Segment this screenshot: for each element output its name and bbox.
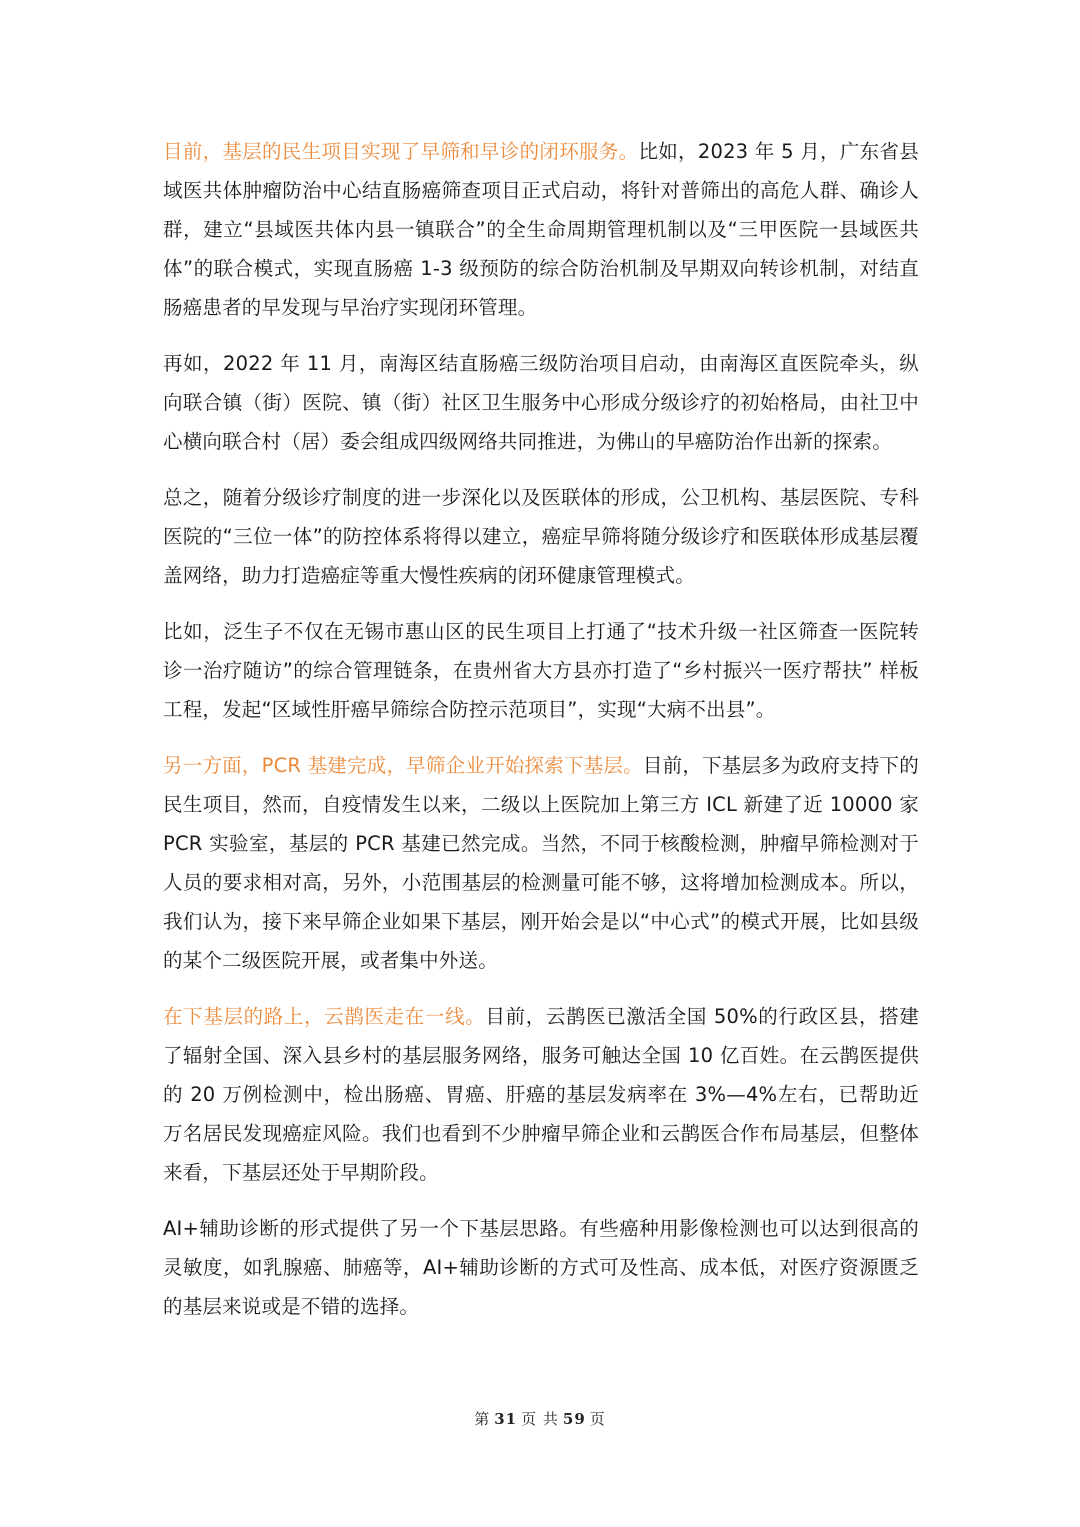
paragraph-rural-screening [163,132,919,327]
footer-prefix: 第 [474,1410,491,1428]
paragraph-text: 比如，泛生子不仅在无锡市惠山区的民生项目上打通了“技术升级一社区筛查一医院转诊一治疗随访”的综合管理链条，在贵州省大方县亦打造了“乡村振兴一医疗帮扶” 样板工程，发起“区域性肝癌早筛综合防控示范项目”，实现“大病不出县”。 [163,620,919,721]
highlight-lead: 另一方面，PCR 基建完成，早筛企业开始探索下基层。 [163,754,643,777]
page-footer [0,1408,1080,1429]
paragraph-text: 总之，随着分级诊疗制度的进一步深化以及医联体的形成，公卫机构、基层医院、专科医院的“三位一体”的防控体系将得以建立，癌症早筛将随分级诊疗和医联体形成基层覆盖网络，助力打造癌症等重大慢性疾病的闭环健康管理模式。 [163,486,919,587]
footer-suffix: 页 [589,1410,606,1428]
paragraph-text: 再如，2022 年 11 月，南海区结直肠癌三级防治项目启动，由南海区直医院牵头，纵向联合镇（街）医院、镇（街）社区卫生服务中心形成分级诊疗的初始格局，由社卫中心横向联合村（居）委会组成四级网络共同推进，为佛山的早癌防治作出新的探索。 [163,352,919,453]
paragraph-text: 目前，云鹊医已激活全国 50%的行政区县，搭建了辐射全国、深入县乡村的基层服务网络，服务可触达全国 10 亿百姓。在云鹊医提供的 20 万例检测中，检出肠癌、胃癌、肝癌的基层发病率在 3%—4%左右，已帮助近万名居民发现癌症风险。我们也看到不少肿瘤早筛企业和云鹊医合作布局基层，但整体来看，下基层还处于早期阶段。 [163,1005,920,1184]
paragraph-text: AI+辅助诊断的形式提供了另一个下基层思路。有些癌种用影像检测也可以达到很高的灵敏度，如乳腺癌、肺癌等，AI+辅助诊断的方式可及性高、成本低，对医疗资源匮乏的基层来说或是不错的选择。 [163,1217,919,1318]
paragraph-pcr [163,746,919,980]
highlight-lead: 在下基层的路上，云鹊医走在一线。 [163,1005,486,1028]
document-body [163,132,919,1343]
footer-middle: 页 共 [521,1410,559,1428]
paragraph-summary [163,478,919,595]
paragraph-text: 目前，下基层多为政府支持下的民生项目，然而，自疫情发生以来，二级以上医院加上第三方 ICL 新建了近 10000 家 PCR 实验室，基层的 PCR 基建已然完成。当然，不同于核酸检测，肿瘤早筛检测对于人员的要求相对高，另外，小范围基层的检测量可能不够，这将增加检测成本。所以，我们认为，接下来早筛企业如果下基层，刚开始会是以“中心式”的模式开展，比如县级的某个二级医院开展，或者集中外送。 [163,754,919,972]
current-page-number: 31 [494,1410,518,1428]
paragraph-ai-diagnosis [163,1209,919,1326]
paragraph-text: 比如，2023 年 5 月，广东省县域医共体肿瘤防治中心结直肠癌筛查项目正式启动，将针对普筛出的高危人群、确诊人群，建立“县域医共体内县一镇联合”的全生命周期管理机制以及“三甲医院一县域医共体”的联合模式，实现直肠癌 1-3 级预防的综合防治机制及早期双向转诊机制，对结直肠癌患者的早发现与早治疗实现闭环管理。 [163,140,919,319]
highlight-lead: 目前，基层的民生项目实现了早筛和早诊的闭环服务。 [163,140,639,163]
paragraph-yunqueyi [163,997,919,1192]
paragraph-nanhai [163,344,919,461]
paragraph-genetron [163,612,919,729]
total-pages-number: 59 [562,1410,586,1428]
